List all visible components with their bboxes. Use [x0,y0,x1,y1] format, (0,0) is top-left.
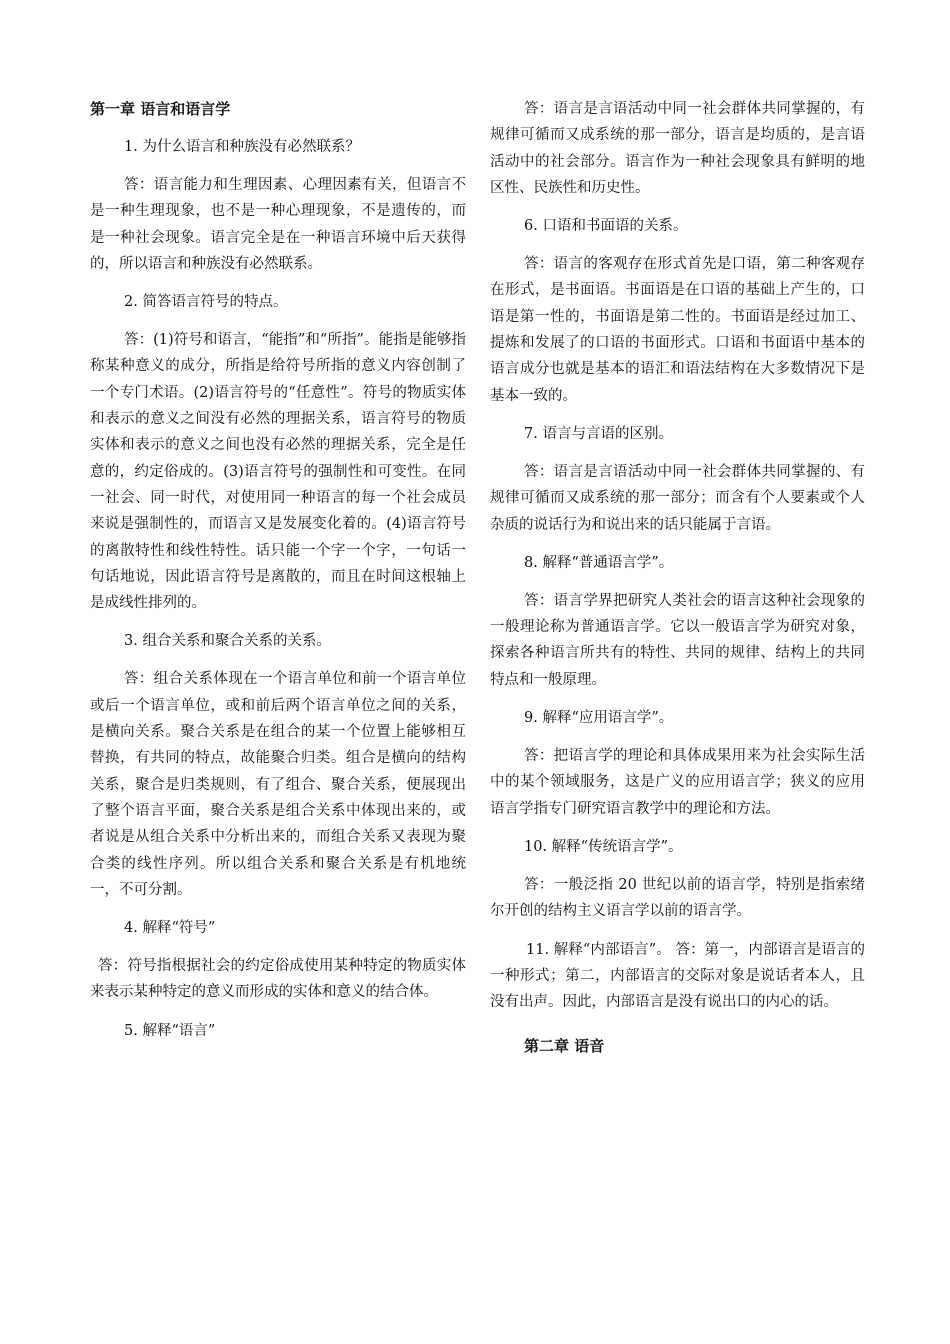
answer-2: 答：(1)符号和语言，“能指”和“所指”。能指是能够指称某种意义的成分，所指是给符号所指的意义内容创制了一个专门术语。(2)语言符号的“任意性”。符号的物质实体和表示的意义之间没有必然的理据关系，语言符号的物质实体和表示的意义之间也没有必然的理据关系，完全是任意的，约定俗成的。(3)语言符号的强制性和可变性。在同一社会、同一时代，对使用同一种语言的每一个社会成员来说是强制性的，而语言又是发展变化着的。(4)语言符号的离散特性和线性特性。话只能一个字一个字，一句话一句话地说，因此语言符号是离散的，而且在时间这根轴上是成线性排列的。 [90,332,466,612]
answer-10: 答：一般泛指 20 世纪以前的语言学，特别是指索绪尔开创的结构主义语言学以前的语言学。 [490,876,865,920]
question-7: 7. 语言与言语的区别。 [524,425,673,442]
question-9: 9. 解释“应用语言学”。 [524,710,674,727]
left-column [90,96,466,1056]
chapter-title: 第一章 语言和语言学 [90,100,231,118]
question-10: 10. 解释“传统语言学”。 [524,838,683,855]
question-6: 6. 口语和书面语的关系。 [524,218,688,235]
question-answer-11: 11. 解释“内部语言”。 答：第一，内部语言是语言的一种形式；第二，内部语言的交际对象是说话者本人，且没有出声。因此，内部语言是没有说出口的内心的话。 [490,941,865,1011]
question-3: 3. 组合关系和聚合关系的关系。 [124,633,331,650]
next-chapter-title: 第二章 语音 [524,1037,605,1056]
question-4: 4. 解释“符号” [124,920,216,937]
question-5: 5. 解释“语言” [124,1022,216,1039]
answer-1: 答：语言能力和生理因素、心理因素有关，但语言不是一种生理现象，也不是一种心理现象，不是遗传的，而是一种社会现象。语言完全是在一种语言环境中后天获得的，所以语言和种族没有必然联系。 [90,177,466,272]
answer-6: 答：语言的客观存在形式首先是口语，第二种客观存在形式，是书面语。书面语是在口语的基础上产生的，口语是第一性的，书面语是第二性的。书面语是经过加工、提炼和发展了的口语的书面形式。口语和书面语中基本的语言成分也就是基本的语汇和语法结构在大多数情况下是基本一致的。 [490,256,865,404]
answer-3: 答：组合关系体现在一个语言单位和前一个语言单位或后一个语言单位，或和前后两个语言单位之间的关系，是横向关系。聚合关系是在组合的某一个位置上能够相互替换，有共同的特点，故能聚合归类。组合是横向的结构关系，聚合是归类规则，有了组合、聚合关系，便展现出了整个语言平面，聚合关系是组合关系中体现出来的，或者说是从组合关系中分析出来的，而组合关系又表现为聚合类的线性序列。所以组合关系和聚合关系是有机地统一，不可分割。 [90,671,466,898]
answer-4: 答：符号指根据社会的约定俗成使用某种特定的物质实体来表示某种特定的意义而形成的实体和意义的结合体。 [90,958,466,1001]
right-column [490,96,865,1071]
answer-8: 答：语言学界把研究人类社会的语言这种社会现象的一般理论称为普通语言学。它以一般语言学为研究对象，探索各种语言所共有的特性、共同的规律、结构上的共同特点和一般原理。 [490,592,865,688]
question-1: 1. 为什么语言和种族没有必然联系？ [124,139,360,155]
answer-9: 答：把语言学的理论和具体成果用来为社会实际生活中的某个领域服务，这是广义的应用语言学；狭义的应用语言学指专门研究语言教学中的理论和方法。 [490,748,865,817]
answer-5: 答：语言是言语活动中同一社会群体共同掌握的，有规律可循而又成系统的那一部分，语言是均质的，是言语活动中的社会部分。语言作为一种社会现象具有鲜明的地区性、民族性和历史性。 [490,101,865,196]
answer-7: 答：语言是言语活动中同一社会群体共同掌握的、有规律可循而又成系统的那一部分；而含有个人要素或个人杂质的说话行为和说出来的话只能属于言语。 [490,463,865,533]
question-8: 8. 解释“普通语言学”。 [524,554,674,571]
question-2: 2. 简答语言符号的特点。 [124,294,288,311]
